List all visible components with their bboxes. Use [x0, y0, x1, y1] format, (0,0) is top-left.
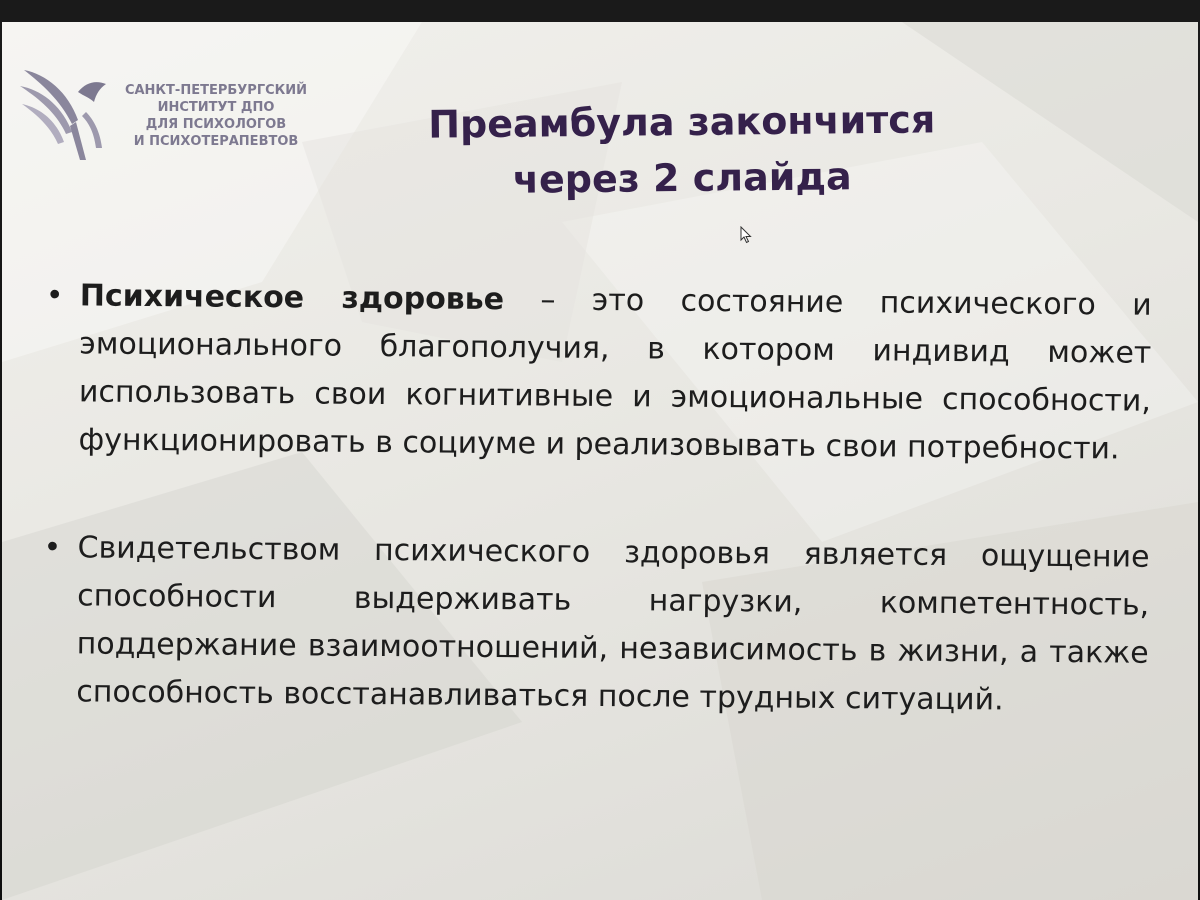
evidence-text: Свидетельством психического здоровья является ощущение способности выдерживать нагрузки, компетентность, поддержание взаимоотношений, независимость в жизни, а также способность восстанавливаться после трудных ситуаций.	[76, 530, 1150, 718]
presentation-slide	[2, 22, 1198, 900]
institute-logo	[16, 52, 316, 182]
slide-title	[331, 90, 1032, 209]
slide-title-line-1: Преамбула закончится	[427, 97, 936, 147]
institute-name-line: САНКТ-ПЕТЕРБУРГСКИЙ	[124, 83, 308, 98]
bullet-item-mental-health-evidence	[28, 524, 1150, 726]
institute-name-line: ДЛЯ ПСИХОЛОГОВ	[145, 117, 287, 132]
defined-term: Психическое здоровье	[79, 278, 505, 318]
institute-name-line: ИНСТИТУТ ДПО	[157, 100, 275, 115]
mouse-pointer-icon	[740, 226, 752, 244]
bullet-text	[78, 272, 1152, 473]
bullet-list	[28, 272, 1152, 726]
slide-title-line-2: через 2 слайда	[512, 154, 852, 202]
bullet-marker: •	[43, 530, 62, 566]
institute-name	[116, 82, 316, 150]
institute-name-line: И ПСИХОТЕРАПЕВТОВ	[133, 134, 299, 149]
bullet-item-mental-health-definition	[30, 272, 1152, 474]
bullet-marker: •	[45, 278, 64, 314]
bird-wings-icon	[16, 52, 112, 162]
definition-text: – это состояние психического и эмоционального благополучия, в котором индивид может использовать свои когнитивные и эмоциональные способности, функционировать в социуме и реализовывать свои потребности.	[78, 282, 1152, 467]
bullet-text	[76, 524, 1150, 725]
